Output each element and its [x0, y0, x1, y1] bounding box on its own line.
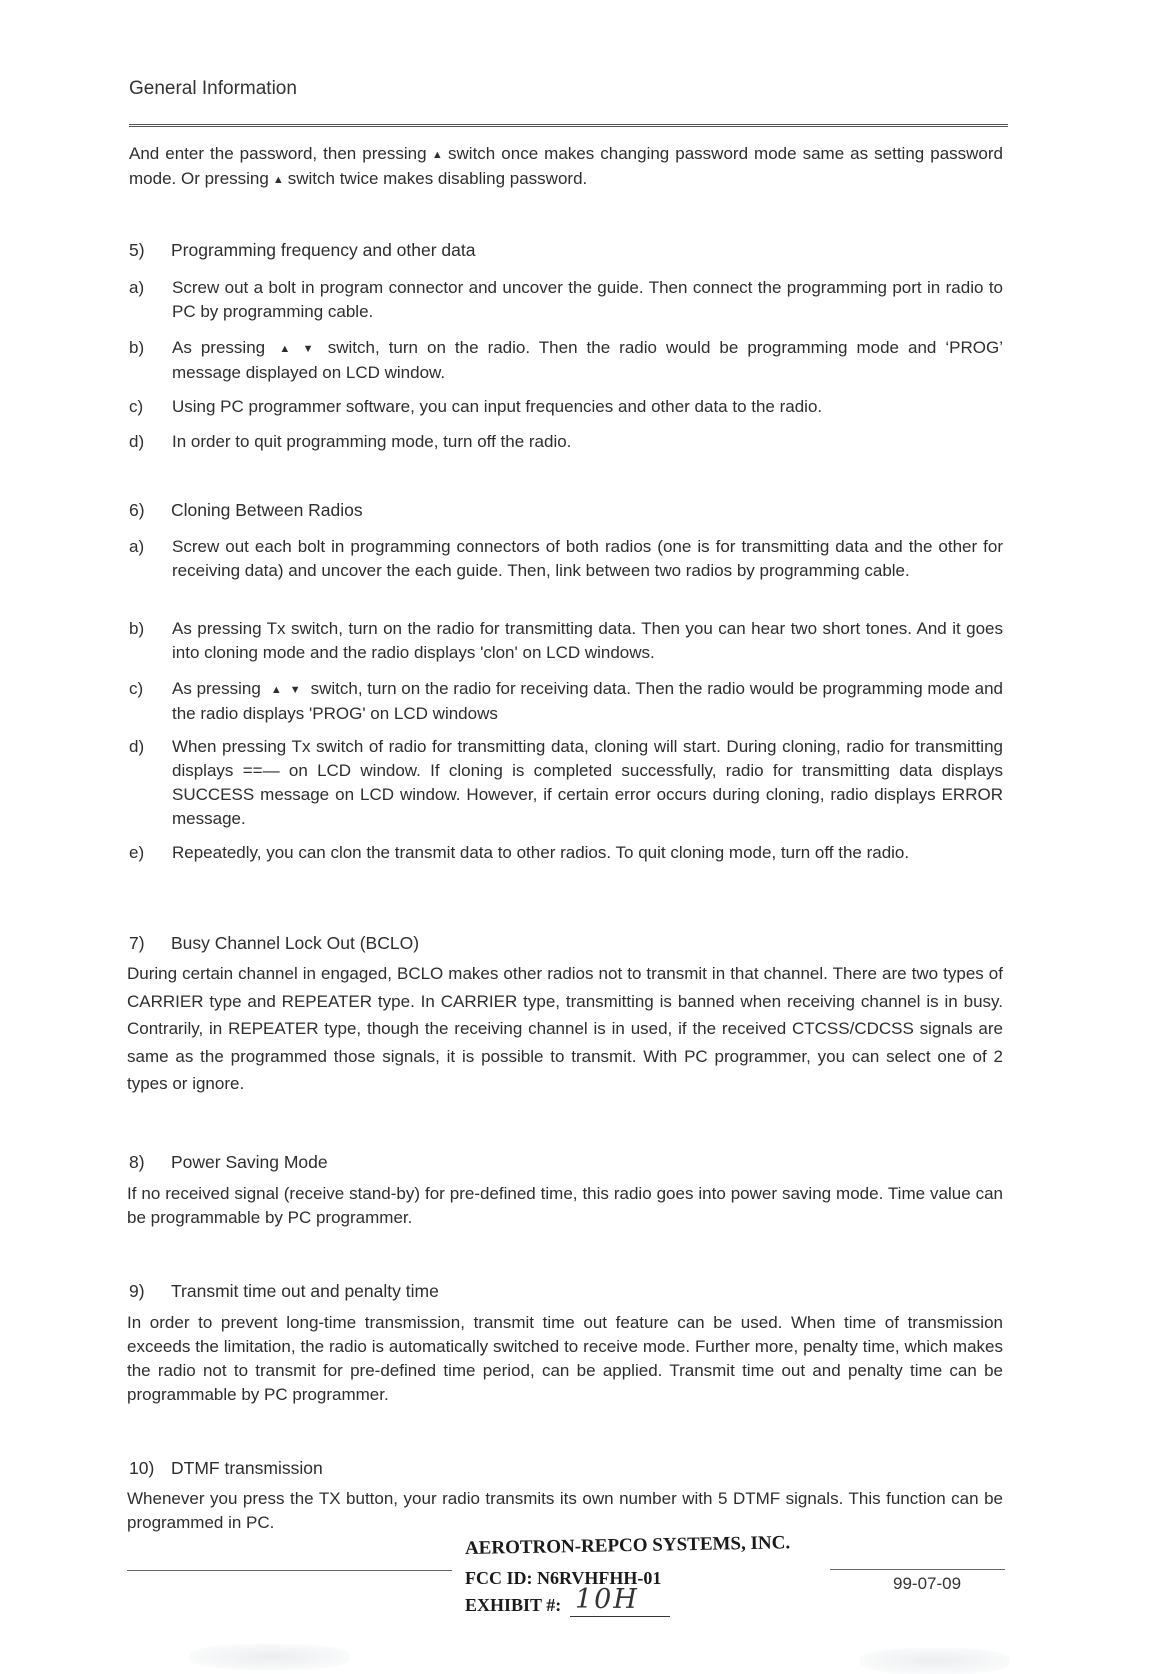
scan-artifact — [860, 1648, 1010, 1674]
section-title: Busy Channel Lock Out (BCLO) — [171, 933, 420, 953]
section-title: Programming frequency and other data — [171, 240, 476, 260]
up-arrow-icon: ▲ — [270, 684, 282, 696]
section-10-body: Whenever you press the TX button, your radio transmits its own number with 5 DTMF signals. This function can be programmed in PC. — [127, 1489, 1003, 1532]
exhibit-underline — [570, 1616, 670, 1617]
section-7-heading — [129, 933, 419, 954]
list-item — [129, 677, 1003, 726]
list-marker: b) — [129, 338, 145, 357]
section-9-body: In order to prevent long-time transmission, transmit time out feature can be used. When time of transmission exceeds the limitation, the radio is automatically switched to receive mode. Further more, penalty time, which makes the radio not to transmit for pre-defined time period, can be applied. Transmit time out and penalty time can be programmable by PC programmer. — [127, 1313, 1003, 1404]
section-number: 8) — [129, 1152, 145, 1172]
intro-text-3: switch twice makes disabling password. — [287, 169, 588, 188]
list-item-text: In order to quit programming mode, turn off the radio. — [172, 432, 572, 451]
item-text-post: switch, turn on the radio. Then the radio would be programming mode and ‘PROG’ message displayed on LCD window. — [172, 338, 1004, 382]
document-date: 99-07-09 — [893, 1574, 962, 1593]
list-item-text: Using PC programmer software, you can input frequencies and other data to the radio. — [172, 397, 823, 416]
list-marker: a) — [129, 537, 145, 556]
section-title: DTMF transmission — [171, 1458, 323, 1478]
list-item — [129, 617, 1003, 665]
list-marker: c) — [129, 679, 144, 698]
section-title: Cloning Between Radios — [171, 500, 363, 520]
section-number: 10) — [129, 1458, 155, 1478]
list-item — [129, 430, 1003, 454]
list-marker: c) — [129, 397, 144, 416]
item-text-pre: As pressing — [172, 338, 266, 357]
list-marker: a) — [129, 278, 145, 297]
section-number: 6) — [129, 500, 145, 520]
list-item — [129, 841, 1003, 865]
fcc-id-label: FCC ID: — [465, 1568, 533, 1588]
section-number: 7) — [129, 933, 145, 953]
list-item — [129, 395, 1003, 419]
fcc-id-value: N6RVHFHH-01 — [537, 1568, 662, 1588]
list-item-text: When pressing Tx switch of radio for transmitting data, cloning will start. During cloning, radio for transmitting displays ==— on LCD window. If cloning is completed successfully, radio for transmitting data displays SUCCESS message on LCD window. However, if certain error occurs during cloning, radio displays ERROR message. — [172, 737, 1003, 828]
list-marker: b) — [129, 619, 145, 638]
list-marker: d) — [129, 737, 145, 756]
company-stamp: AEROTRON-REPCO SYSTEMS, INC. — [464, 1532, 791, 1559]
list-item-text: Screw out each bolt in programming connectors of both radios (one is for transmitting data and the other for receiving data) and uncover the each guide. Then, link between two radios by programming cable. — [172, 537, 1003, 580]
section-6-heading — [129, 500, 363, 521]
section-title: Power Saving Mode — [171, 1152, 328, 1172]
header-divider — [129, 124, 1008, 127]
section-5-heading — [129, 240, 475, 261]
signature-line-right — [830, 1569, 1005, 1570]
scan-artifact — [190, 1644, 350, 1670]
exhibit-number-handwritten: 10H — [575, 1584, 639, 1615]
section-8-body: If no received signal (receive stand-by) for pre-defined time, this radio goes into power saving mode. Time value can be programmable by PC programmer. — [127, 1184, 1003, 1227]
list-item — [129, 336, 1003, 385]
item-text-pre: As pressing — [172, 679, 261, 698]
list-item — [129, 276, 1003, 324]
down-arrow-icon: ▼ — [289, 684, 301, 696]
up-arrow-icon: ▲ — [272, 174, 284, 186]
list-item-text: Repeatedly, you can clon the transmit data to other radios. To quit cloning mode, turn off the radio. — [172, 843, 910, 862]
exhibit-label: EXHIBIT #: — [465, 1595, 562, 1615]
list-item-text: As pressing Tx switch, turn on the radio for transmitting data. Then you can hear two short tones. And it goes into cloning mode and the radio displays 'clon' on LCD windows. — [172, 619, 1003, 662]
list-item-text — [172, 677, 1003, 726]
intro-text-1: And enter the password, then pressing — [129, 144, 427, 163]
item-text-post: switch, turn on the radio for receiving data. Then the radio would be programming mode and the radio displays 'PROG' on LCD windows — [172, 679, 1003, 723]
section-title: Transmit time out and penalty time — [171, 1281, 439, 1301]
section-9-heading — [129, 1281, 439, 1302]
list-item — [129, 535, 1003, 583]
signature-line-left — [127, 1570, 452, 1571]
section-number: 9) — [129, 1281, 145, 1301]
intro-paragraph — [129, 142, 1003, 192]
list-marker: e) — [129, 843, 145, 862]
list-item — [129, 735, 1003, 831]
section-7-body: During certain channel in engaged, BCLO makes other radios not to transmit in that channel. There are two types of CARRIER type and REPEATER type. In CARRIER type, transmitting is banned when receiving channel is in busy. Contrarily, in REPEATER type, though the receiving channel is in used, if the received CTCSS/CDCSS signals are same as the programmed those signals, it is possible to transmit. With PC programmer, you can select one of 2 types or ignore. — [127, 964, 1003, 1093]
section-10-heading — [129, 1458, 323, 1479]
intro-text-2: switch once makes changing password mode same as setting password mode. Or pressing — [129, 144, 1004, 188]
list-item-text: Screw out a bolt in program connector and uncover the guide. Then connect the programming port in radio to PC by programming cable. — [172, 278, 1003, 321]
up-arrow-icon: ▲ — [430, 149, 445, 161]
up-arrow-icon: ▲ — [275, 343, 295, 355]
page-header-title: General Information — [129, 78, 297, 99]
section-8-heading — [129, 1152, 328, 1173]
down-arrow-icon: ▼ — [302, 343, 318, 355]
list-marker: d) — [129, 432, 145, 451]
list-item-text — [172, 336, 1003, 385]
section-number: 5) — [129, 240, 145, 260]
